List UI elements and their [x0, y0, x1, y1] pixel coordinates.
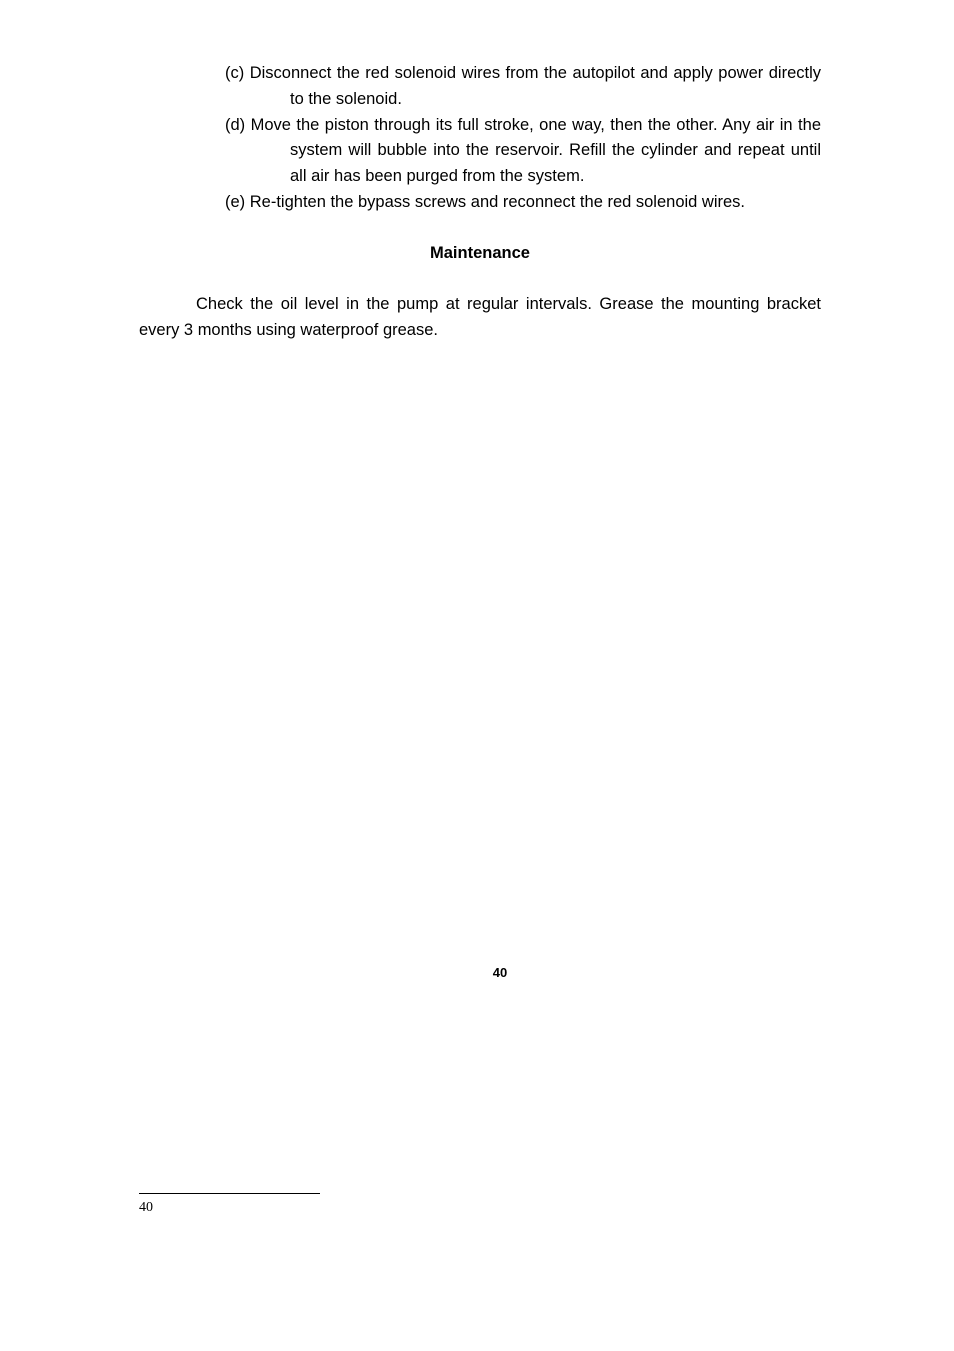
footnote-text: 40	[139, 1200, 153, 1215]
step-c: (c) Disconnect the red solenoid wires from the autopilot and apply power directly to the solenoid.	[225, 64, 821, 108]
maintenance-paragraph: Check the oil level in the pump at regular intervals. Grease the mounting bracket every 3 months using waterproof grease.	[139, 295, 821, 339]
step-e: (e) Re-tighten the bypass screws and reconnect the red solenoid wires.	[225, 192, 746, 211]
step-d: (d) Move the piston through its full stroke, one way, then the other. Any air in the system will bubble into the reservoir. Refill the cylinder and repeat until all air has been purged from the system.	[225, 115, 821, 186]
page-number: 40	[492, 965, 508, 980]
footnote-separator	[139, 1193, 320, 1194]
maintenance-heading: Maintenance	[430, 244, 530, 262]
procedure-steps	[225, 61, 821, 216]
